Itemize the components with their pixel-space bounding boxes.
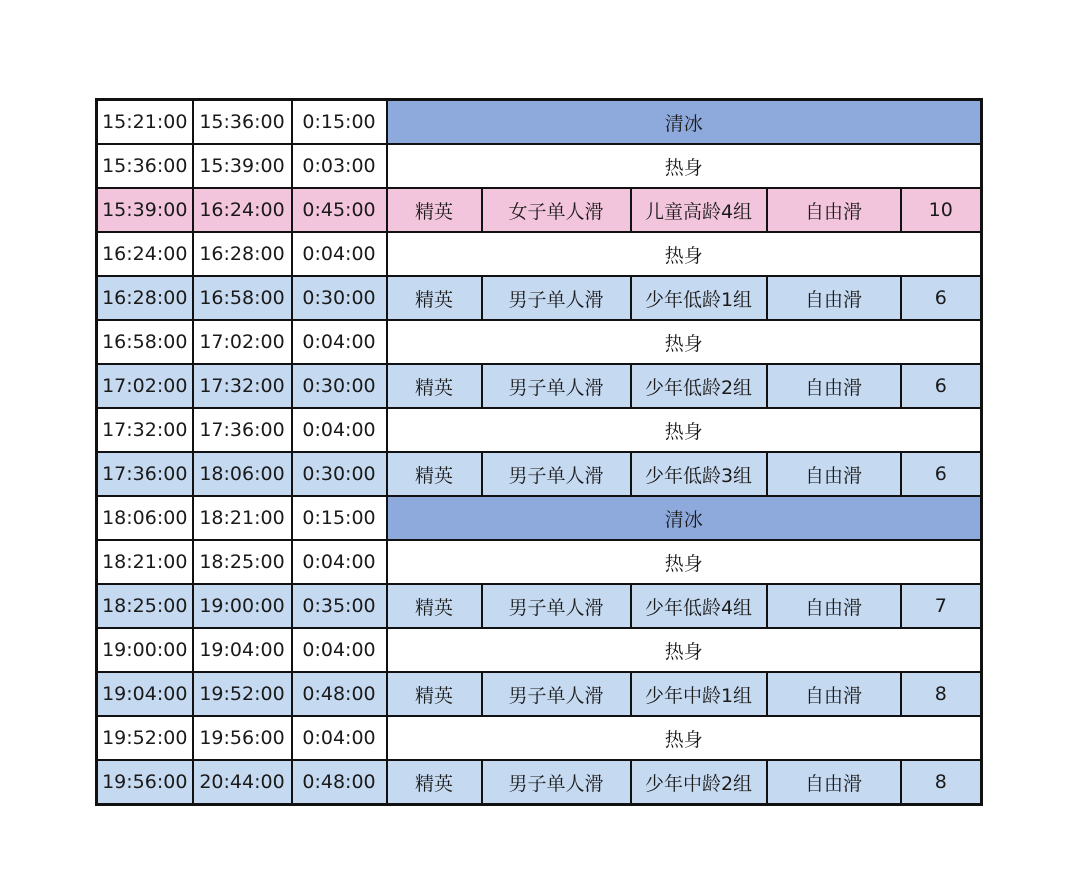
start-time: 16:28:00	[97, 276, 193, 320]
level-cell: 精英	[387, 364, 482, 408]
table-row	[97, 716, 982, 760]
discipline-cell: 男子单人滑	[482, 452, 631, 496]
warmup-label: 热身	[387, 320, 982, 364]
segment-cell: 自由滑	[767, 584, 901, 628]
duration: 0:30:00	[292, 452, 387, 496]
schedule-table	[95, 98, 983, 806]
warmup-label: 热身	[387, 408, 982, 452]
group-cell: 少年低龄4组	[631, 584, 767, 628]
end-time: 20:44:00	[193, 760, 292, 805]
discipline-cell: 女子单人滑	[482, 188, 631, 232]
start-time: 15:21:00	[97, 100, 193, 145]
duration: 0:45:00	[292, 188, 387, 232]
end-time: 19:52:00	[193, 672, 292, 716]
duration: 0:30:00	[292, 364, 387, 408]
group-cell: 少年低龄1组	[631, 276, 767, 320]
end-time: 18:06:00	[193, 452, 292, 496]
duration: 0:04:00	[292, 628, 387, 672]
group-cell: 少年中龄1组	[631, 672, 767, 716]
discipline-cell: 男子单人滑	[482, 584, 631, 628]
count-cell: 6	[901, 276, 982, 320]
segment-cell: 自由滑	[767, 188, 901, 232]
discipline-cell: 男子单人滑	[482, 672, 631, 716]
end-time: 18:25:00	[193, 540, 292, 584]
warmup-label: 热身	[387, 232, 982, 276]
start-time: 19:52:00	[97, 716, 193, 760]
table-row	[97, 320, 982, 364]
discipline-cell: 男子单人滑	[482, 364, 631, 408]
count-cell: 8	[901, 672, 982, 716]
table-row	[97, 232, 982, 276]
table-row	[97, 276, 982, 320]
end-time: 17:02:00	[193, 320, 292, 364]
end-time: 17:36:00	[193, 408, 292, 452]
end-time: 17:32:00	[193, 364, 292, 408]
table-row	[97, 496, 982, 540]
duration: 0:30:00	[292, 276, 387, 320]
duration: 0:35:00	[292, 584, 387, 628]
duration: 0:04:00	[292, 408, 387, 452]
start-time: 17:36:00	[97, 452, 193, 496]
ice-resurface-label: 清冰	[387, 496, 982, 540]
count-cell: 7	[901, 584, 982, 628]
table-row	[97, 672, 982, 716]
start-time: 18:06:00	[97, 496, 193, 540]
table-row	[97, 408, 982, 452]
table-row	[97, 100, 982, 145]
end-time: 19:04:00	[193, 628, 292, 672]
end-time: 16:24:00	[193, 188, 292, 232]
duration: 0:04:00	[292, 540, 387, 584]
duration: 0:04:00	[292, 320, 387, 364]
end-time: 18:21:00	[193, 496, 292, 540]
end-time: 16:28:00	[193, 232, 292, 276]
group-cell: 儿童高龄4组	[631, 188, 767, 232]
end-time: 15:36:00	[193, 100, 292, 145]
start-time: 16:58:00	[97, 320, 193, 364]
discipline-cell: 男子单人滑	[482, 760, 631, 805]
start-time: 18:21:00	[97, 540, 193, 584]
duration: 0:48:00	[292, 760, 387, 805]
table-row	[97, 188, 982, 232]
level-cell: 精英	[387, 760, 482, 805]
discipline-cell: 男子单人滑	[482, 276, 631, 320]
segment-cell: 自由滑	[767, 672, 901, 716]
group-cell: 少年低龄2组	[631, 364, 767, 408]
count-cell: 10	[901, 188, 982, 232]
start-time: 19:56:00	[97, 760, 193, 805]
warmup-label: 热身	[387, 628, 982, 672]
count-cell: 6	[901, 364, 982, 408]
duration: 0:04:00	[292, 716, 387, 760]
count-cell: 6	[901, 452, 982, 496]
group-cell: 少年中龄2组	[631, 760, 767, 805]
level-cell: 精英	[387, 188, 482, 232]
end-time: 15:39:00	[193, 144, 292, 188]
start-time: 15:36:00	[97, 144, 193, 188]
start-time: 17:32:00	[97, 408, 193, 452]
segment-cell: 自由滑	[767, 364, 901, 408]
start-time: 19:04:00	[97, 672, 193, 716]
level-cell: 精英	[387, 452, 482, 496]
table-row	[97, 584, 982, 628]
table-row	[97, 144, 982, 188]
level-cell: 精英	[387, 584, 482, 628]
end-time: 19:56:00	[193, 716, 292, 760]
duration: 0:15:00	[292, 100, 387, 145]
duration: 0:48:00	[292, 672, 387, 716]
ice-resurface-label: 清冰	[387, 100, 982, 145]
segment-cell: 自由滑	[767, 760, 901, 805]
duration: 0:04:00	[292, 232, 387, 276]
start-time: 17:02:00	[97, 364, 193, 408]
start-time: 18:25:00	[97, 584, 193, 628]
count-cell: 8	[901, 760, 982, 805]
table-row	[97, 540, 982, 584]
end-time: 19:00:00	[193, 584, 292, 628]
table-row	[97, 628, 982, 672]
level-cell: 精英	[387, 276, 482, 320]
start-time: 15:39:00	[97, 188, 193, 232]
warmup-label: 热身	[387, 144, 982, 188]
segment-cell: 自由滑	[767, 452, 901, 496]
duration: 0:03:00	[292, 144, 387, 188]
start-time: 19:00:00	[97, 628, 193, 672]
end-time: 16:58:00	[193, 276, 292, 320]
table-row	[97, 452, 982, 496]
warmup-label: 热身	[387, 716, 982, 760]
table-row	[97, 364, 982, 408]
duration: 0:15:00	[292, 496, 387, 540]
schedule-body	[97, 100, 982, 805]
group-cell: 少年低龄3组	[631, 452, 767, 496]
segment-cell: 自由滑	[767, 276, 901, 320]
warmup-label: 热身	[387, 540, 982, 584]
start-time: 16:24:00	[97, 232, 193, 276]
table-row	[97, 760, 982, 805]
level-cell: 精英	[387, 672, 482, 716]
